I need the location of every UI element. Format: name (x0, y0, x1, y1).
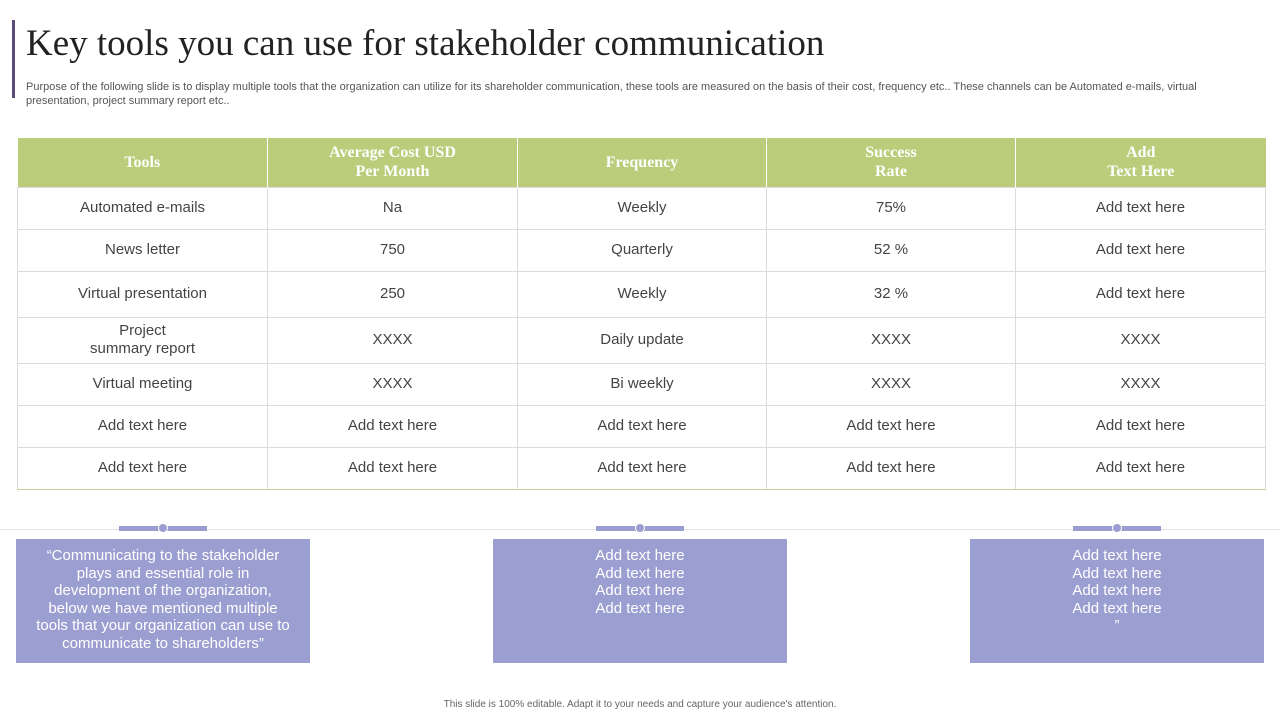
cell-extra: Add text here (1016, 229, 1266, 271)
cell-frequency: Quarterly (518, 229, 767, 271)
table-row (18, 229, 1266, 271)
cell-tool: Add text here (18, 447, 268, 489)
connector-3 (1073, 526, 1161, 531)
cell-cost: Na (268, 187, 518, 229)
cell-extra: Add text here (1016, 187, 1266, 229)
table-row (18, 271, 1266, 317)
cell-extra: Add text here (1016, 271, 1266, 317)
cell-cost: XXXX (268, 317, 518, 363)
cell-extra: Add text here (1016, 447, 1266, 489)
text-box-middle: Add text here Add text here Add text here Add text here (493, 539, 787, 663)
cell-tool: News letter (18, 229, 268, 271)
header-add-text: Add Text Here (1016, 138, 1266, 187)
cell-success-rate: Add text here (767, 405, 1016, 447)
quote-box: “Communicating to the stakeholder plays and essential role in development of the organization, below we have mentioned multiple tools that your organization can use to communicate to shareholders” (16, 539, 310, 663)
cell-cost: Add text here (268, 447, 518, 489)
cell-extra: XXXX (1016, 363, 1266, 405)
footer-note: This slide is 100% editable. Adapt it to your needs and capture your audience's attention. (443, 699, 837, 710)
header-tools: Tools (18, 138, 268, 187)
cell-cost: 250 (268, 271, 518, 317)
cell-success-rate: 75% (767, 187, 1016, 229)
cell-frequency: Add text here (518, 405, 767, 447)
title-accent-bar (12, 20, 15, 98)
page-title: Key tools you can use for stakeholder communication (26, 23, 825, 64)
table-header-row (18, 138, 1266, 187)
text-box-right: Add text here Add text here Add text here Add text here ” (970, 539, 1264, 663)
connector-dot-icon (158, 523, 168, 533)
cell-success-rate: 32 % (767, 271, 1016, 317)
connector-dot-icon (1112, 523, 1122, 533)
cell-tool: Automated e-mails (18, 187, 268, 229)
table-row (18, 187, 1266, 229)
header-frequency: Frequency (518, 138, 767, 187)
cell-frequency: Weekly (518, 271, 767, 317)
header-average-cost: Average Cost USD Per Month (268, 138, 518, 187)
cell-success-rate: XXXX (767, 317, 1016, 363)
cell-frequency: Add text here (518, 447, 767, 489)
cell-cost: XXXX (268, 363, 518, 405)
connector-dot-icon (635, 523, 645, 533)
cell-frequency: Daily update (518, 317, 767, 363)
cell-frequency: Weekly (518, 187, 767, 229)
cell-frequency: Bi weekly (518, 363, 767, 405)
cell-extra: Add text here (1016, 405, 1266, 447)
cell-tool: Virtual presentation (18, 271, 268, 317)
connector-2 (596, 526, 684, 531)
table-row (18, 317, 1266, 363)
table-row (18, 363, 1266, 405)
cell-cost: Add text here (268, 405, 518, 447)
table-row (18, 405, 1266, 447)
cell-success-rate: 52 % (767, 229, 1016, 271)
connector-1 (119, 526, 207, 531)
table-row (18, 447, 1266, 489)
page-subtitle: Purpose of the following slide is to display multiple tools that the organization can utilize for its shareholder communication, these tools are measured on the basis of their cost, frequency etc.. These channels can be Automated e-mails, virtual presentation, project summary report etc.. (26, 81, 1197, 107)
cell-cost: 750 (268, 229, 518, 271)
cell-tool: Add text here (18, 405, 268, 447)
cell-success-rate: Add text here (767, 447, 1016, 489)
cell-extra: XXXX (1016, 317, 1266, 363)
header-success-rate: Success Rate (767, 138, 1016, 187)
cell-tool: Project summary report (18, 317, 268, 363)
cell-success-rate: XXXX (767, 363, 1016, 405)
cell-tool: Virtual meeting (18, 363, 268, 405)
tools-table (17, 138, 1266, 490)
